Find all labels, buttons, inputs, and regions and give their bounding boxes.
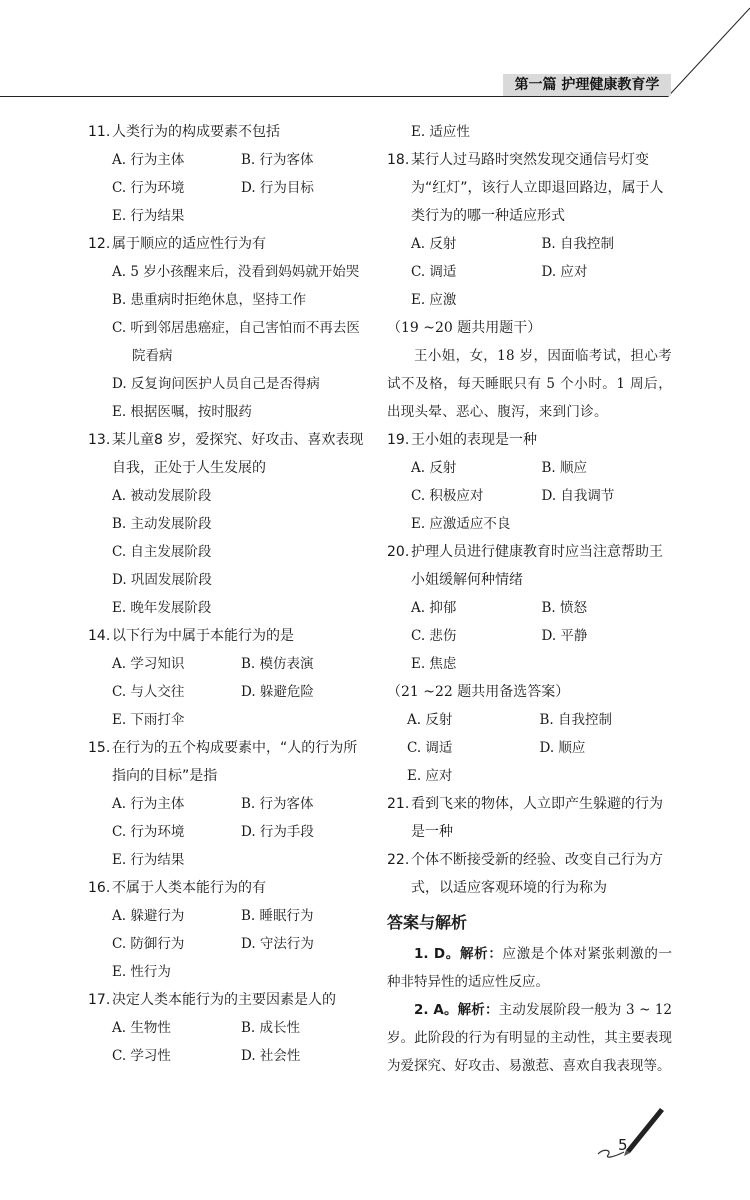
option: A. 行为主体	[112, 152, 185, 168]
shared-options	[387, 706, 672, 790]
question-text: 某儿童8 岁，爱探究、好攻击、喜欢表现自我，正处于人生发展的	[112, 432, 364, 476]
option: B. 自我控制	[539, 712, 613, 728]
shared-answers-heading: （21 ~22 题共用备选答案）	[387, 684, 570, 700]
option: C. 与人交往	[112, 684, 185, 700]
option: A. 5 岁小孩醒来后，没看到妈妈就开始哭	[112, 264, 360, 280]
options-19	[387, 454, 672, 538]
question-text: 属于顺应的适应性行为有	[112, 236, 266, 252]
question-text: 看到飞来的物体，人立即产生躲避的行为是一种	[411, 796, 663, 840]
option: E. 焦虑	[411, 656, 457, 672]
option: E. 应激	[411, 292, 457, 308]
question-number: 11.	[88, 124, 111, 140]
question-number: 16.	[88, 880, 111, 896]
option: A. 被动发展阶段	[112, 488, 212, 504]
option: C. 学习性	[112, 1048, 171, 1064]
answer-text: 主动发展阶段一般为 3 ~ 12 岁。此阶段的行为有明显的主动性，其主要表现为爱探究、好攻击、易激惹、喜欢自我表现等。	[387, 1002, 673, 1074]
option: D. 巩固发展阶段	[112, 572, 212, 588]
options-14	[88, 650, 370, 734]
question-text: 决定人类本能行为的主要因素是人的	[112, 992, 336, 1008]
answers-heading: 答案与解析	[387, 913, 468, 932]
question-text: 某行人过马路时突然发现交通信号灯变为“红灯”，该行人立即退回路边，属于人类行为的哪一种适应形式	[411, 152, 664, 224]
options-18	[387, 230, 672, 314]
question-text: 以下行为中属于本能行为的是	[112, 628, 294, 644]
question-20	[387, 538, 672, 594]
answer-label: 2. A。解析：	[414, 1002, 499, 1018]
shared-stem: 王小姐，女，18 岁，因面临考试，担心考试不及格，每天睡眠只有 5 个小时。1 周后，出现头晕、恶心、腹泻，来到门诊。	[387, 348, 672, 420]
question-number: 14.	[88, 628, 111, 644]
question-21	[387, 790, 672, 846]
option: A. 反射	[411, 460, 457, 476]
question-text: 在行为的五个构成要素中，“人的行为所指向的目标”是指	[112, 740, 358, 784]
answer-label: 1. D。解析：	[414, 946, 503, 962]
question-text: 人类行为的构成要素不包括	[112, 124, 280, 140]
option: C. 行为环境	[112, 824, 185, 840]
option: B. 自我控制	[541, 236, 615, 252]
pen-icon	[590, 1102, 670, 1162]
option: B. 行为客体	[241, 152, 314, 168]
option: B. 行为客体	[241, 796, 314, 812]
question-number: 19.	[387, 432, 410, 448]
option: E. 行为结果	[112, 208, 185, 224]
option: E. 晚年发展阶段	[112, 600, 212, 616]
page-number: 5	[618, 1136, 628, 1154]
running-header: 第一篇 护理健康教育学	[503, 74, 671, 96]
option: D. 自我调节	[541, 488, 615, 504]
option: D. 社会性	[241, 1048, 301, 1064]
option: A. 抑郁	[411, 600, 457, 616]
question-number: 17.	[88, 992, 111, 1008]
shared-stem-heading: （19 ~20 题共用题干）	[387, 320, 542, 336]
option: B. 患重病时拒绝休息，坚持工作	[112, 292, 307, 308]
question-number: 12.	[88, 236, 111, 252]
option: D. 行为手段	[241, 824, 314, 840]
question-text: 个体不断接受新的经验、改变自己行为方式，以适应客观环境的行为称为	[411, 852, 663, 896]
option: A. 躲避行为	[112, 908, 185, 924]
option: B. 愤怒	[541, 600, 588, 616]
option: B. 模仿表演	[241, 656, 314, 672]
option: B. 睡眠行为	[241, 908, 314, 924]
question-number: 20.	[387, 544, 410, 560]
question-text: 王小姐的表现是一种	[411, 432, 537, 448]
question-number: 13.	[88, 432, 111, 448]
option: D. 守法行为	[241, 936, 314, 952]
option: C. 调适	[411, 264, 457, 280]
question-number: 15.	[88, 740, 111, 756]
options-17-cont	[387, 118, 672, 146]
question-number: 22.	[387, 852, 410, 868]
option: C. 调适	[407, 740, 453, 756]
question-15	[88, 734, 370, 790]
question-text: 不属于人类本能行为的有	[112, 880, 266, 896]
option: C. 悲伤	[411, 628, 457, 644]
option: B. 顺应	[541, 460, 588, 476]
question-11	[88, 118, 370, 146]
option: A. 学习知识	[112, 656, 185, 672]
option: E. 性行为	[112, 964, 171, 980]
option: C. 自主发展阶段	[112, 544, 212, 560]
option: C. 积极应对	[411, 488, 484, 504]
option: B. 主动发展阶段	[112, 516, 212, 532]
answer-2	[387, 996, 672, 1080]
option: E. 根据医嘱，按时服药	[112, 404, 252, 420]
question-17	[88, 986, 370, 1014]
option: D. 行为目标	[241, 180, 314, 196]
option: A. 反射	[407, 712, 453, 728]
options-13	[88, 482, 370, 622]
question-19	[387, 426, 672, 454]
options-11	[88, 146, 370, 230]
option: E. 行为结果	[112, 852, 185, 868]
option: D. 应对	[541, 264, 588, 280]
option: D. 躲避危险	[241, 684, 314, 700]
answer-1	[387, 940, 672, 996]
question-12	[88, 230, 370, 258]
right-column	[387, 118, 672, 1080]
option: C. 行为环境	[112, 180, 185, 196]
option: B. 成长性	[241, 1020, 301, 1036]
options-16	[88, 902, 370, 986]
option: D. 顺应	[539, 740, 586, 756]
options-17	[88, 1014, 370, 1070]
option: C. 听到邻居患癌症，自己害怕而不再去医院看病	[112, 320, 360, 364]
question-number: 21.	[387, 796, 410, 812]
option: C. 防御行为	[112, 936, 185, 952]
question-number: 18.	[387, 152, 410, 168]
options-15	[88, 790, 370, 874]
question-22	[387, 846, 672, 902]
option: A. 生物性	[112, 1020, 171, 1036]
answer-text: 应激是个体对紧张刺激的一种非特异性的适应性反应。	[387, 946, 672, 990]
question-text: 护理人员进行健康教育时应当注意帮助王小姐缓解何种情绪	[411, 544, 663, 588]
left-column	[88, 118, 370, 1070]
option: E. 适应性	[411, 124, 470, 140]
option: A. 行为主体	[112, 796, 185, 812]
question-13	[88, 426, 370, 482]
option: E. 应激适应不良	[411, 516, 511, 532]
option: E. 应对	[407, 768, 453, 784]
option: E. 下雨打伞	[112, 712, 185, 728]
option: D. 平静	[541, 628, 588, 644]
options-12	[88, 258, 370, 426]
options-20	[387, 594, 672, 678]
question-14	[88, 622, 370, 650]
question-16	[88, 874, 370, 902]
option: D. 反复询问医护人员自己是否得病	[112, 376, 320, 392]
option: A. 反射	[411, 236, 457, 252]
question-18	[387, 146, 672, 230]
